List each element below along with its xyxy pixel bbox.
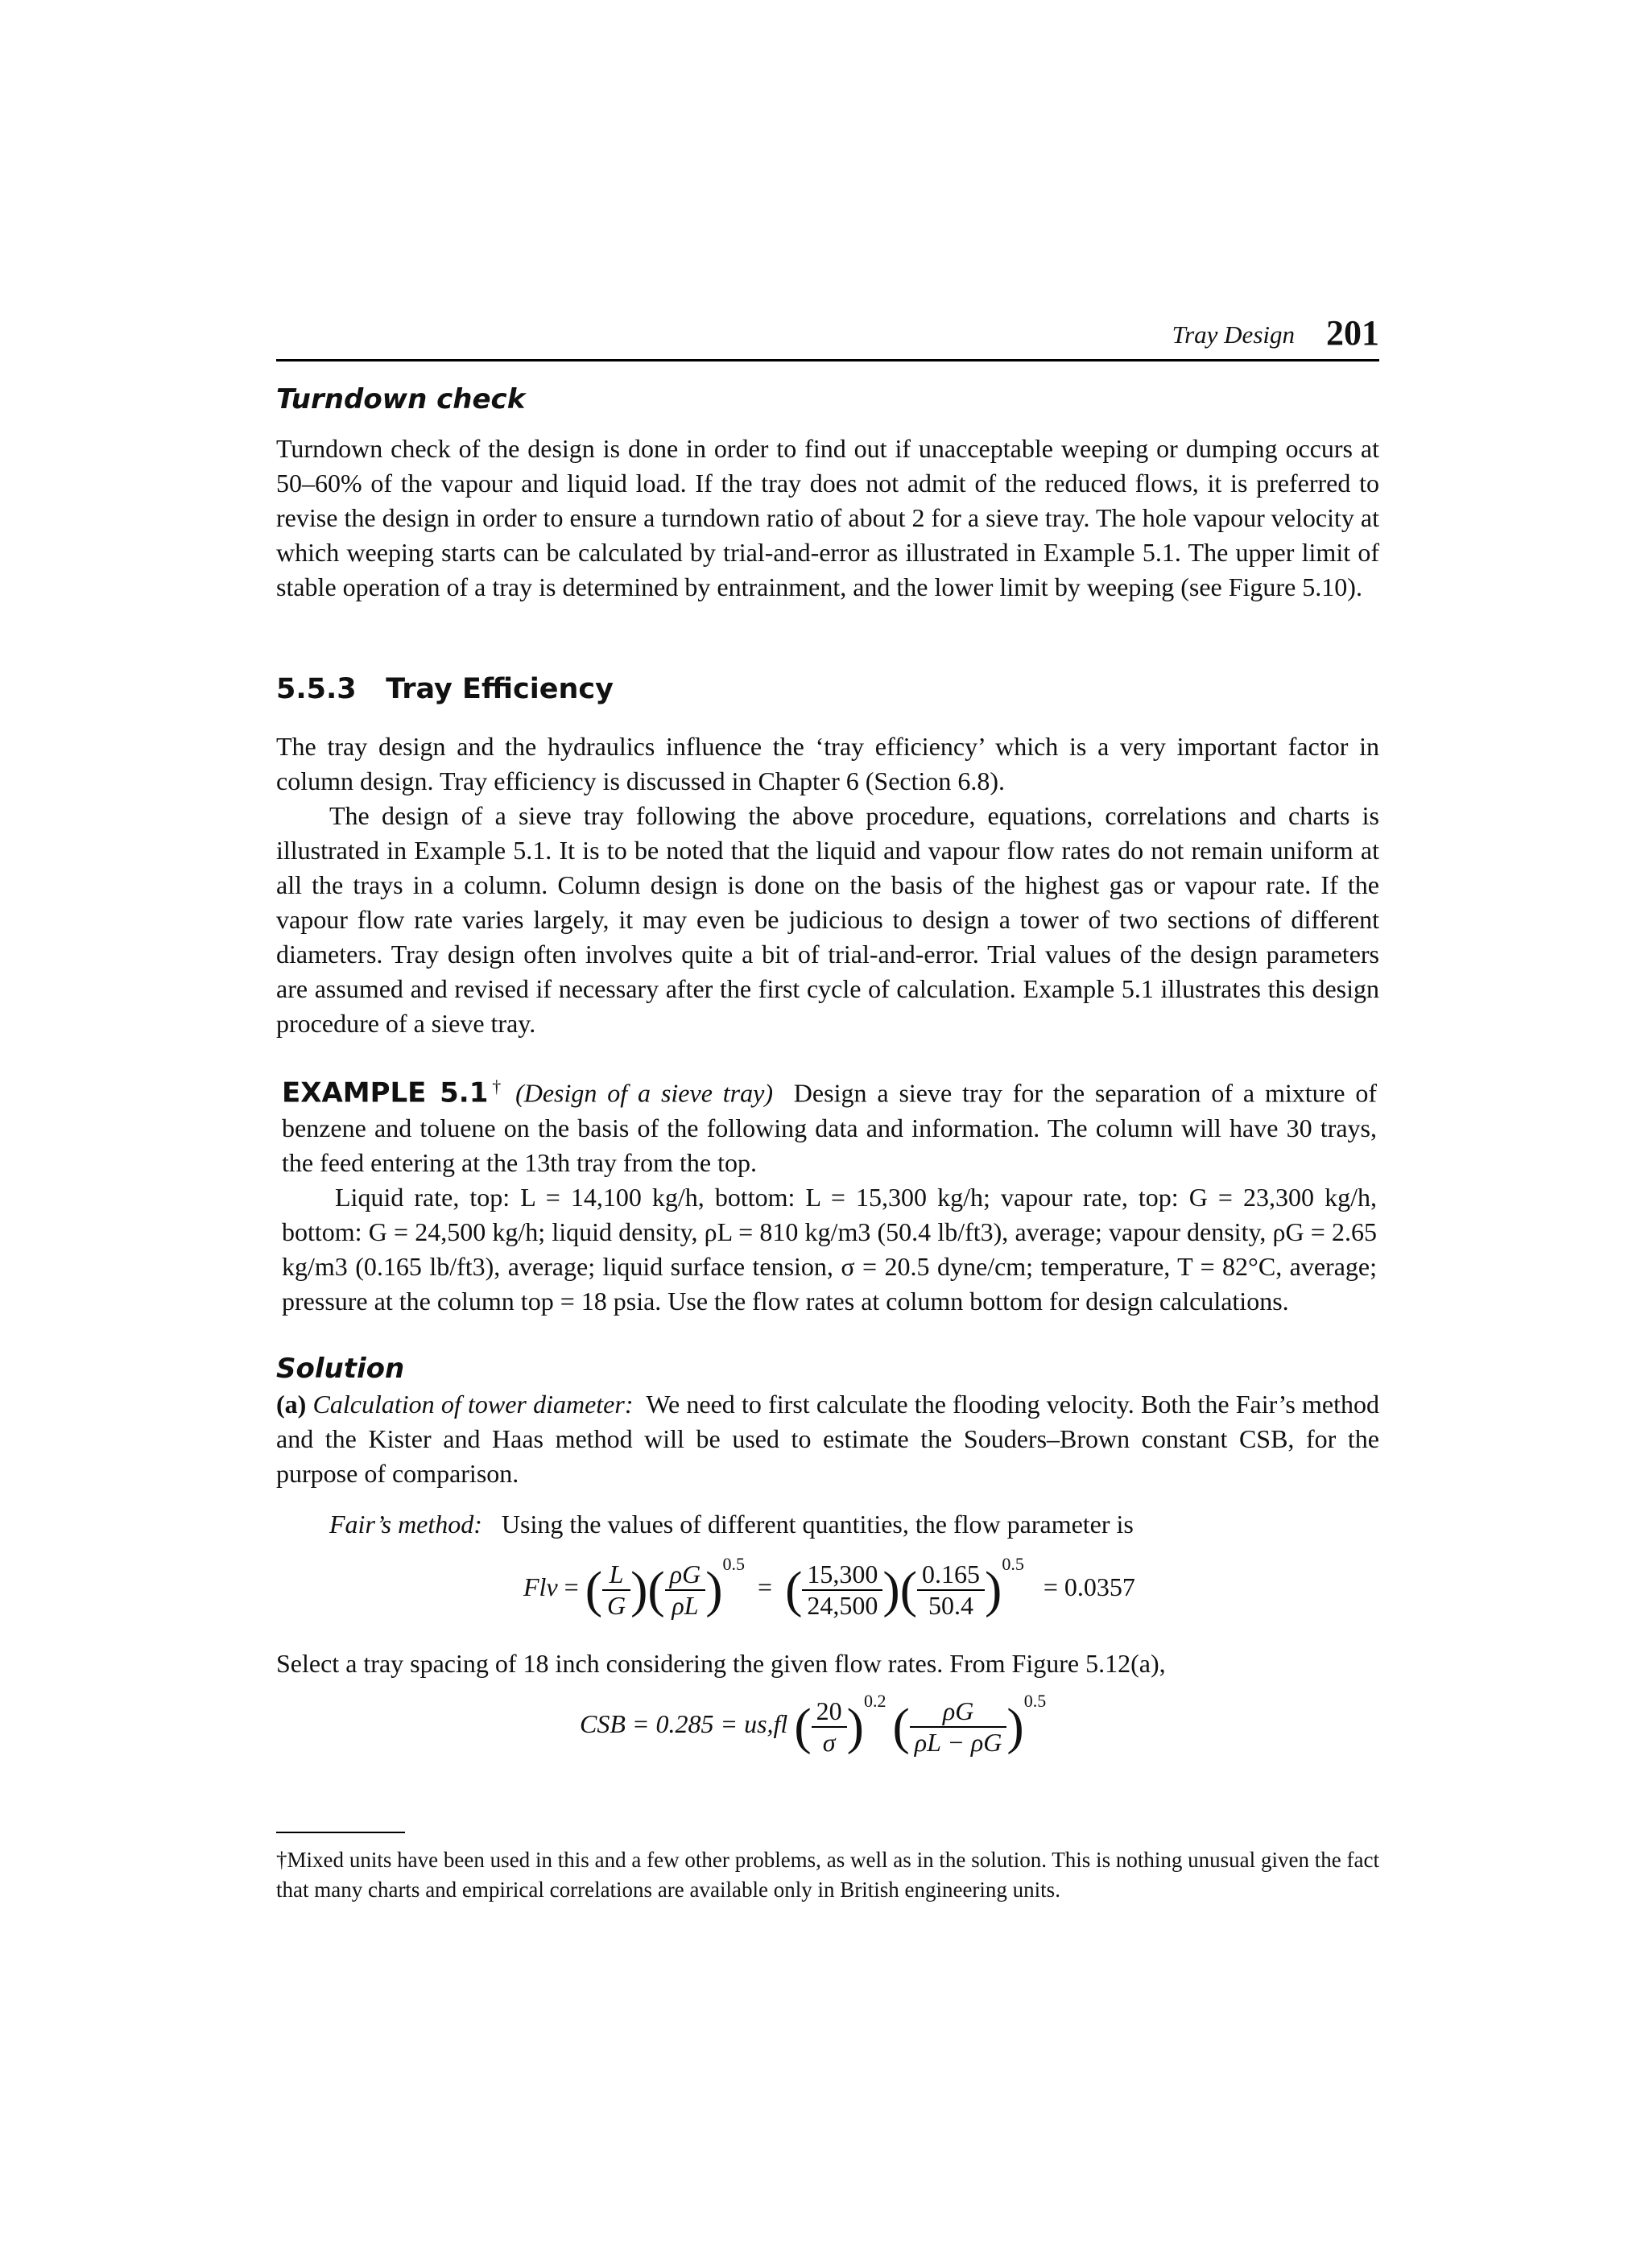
eq1-num1: L xyxy=(602,1560,630,1591)
eq1-den1: G xyxy=(607,1590,626,1620)
eq1-exp: 0.5 xyxy=(722,1554,746,1574)
example-block xyxy=(282,1069,1377,1319)
select-text: Select a tray spacing of 18 inch considering the given flow rates. From Figure 5.12(a), xyxy=(276,1649,1166,1678)
example-intro: Design a sieve tray for the separation of a mixture of benzene and toluene on the basis of the following data and information. The column will have 30 trays, the feed entering at the 13th tray from the top. xyxy=(282,1078,1378,1177)
efficiency-paragraph-2: The design of a sieve tray following the above procedure, equations, correlations and charts is illustrated in Example 5.1. It is to be noted that the liquid and vapour flow rates do not remain uniform at all the trays in a column. Column design is done on the basis of the highest gas or vapour rate. If the vapour flow rate varies largely, it may even be judicious to design a tower of two sections of different diameters. Tray design often involves quite a bit of trial-and-error. Trial values of the design parameters are assumed and revised if necessary after the first cycle of calculation. Example 5.1 illustrates this design procedure of a sieve tray. xyxy=(276,801,1379,1038)
part-a-title: Calculation of tower diameter: xyxy=(312,1390,634,1419)
page-number: 201 xyxy=(1326,313,1379,353)
part-a-label: (a) xyxy=(276,1390,307,1419)
flow-parameter-equation: Flv = ( $\frac{L}{G}$ )( $\frac{\rho G}{\rho L}$ )$^{0.5}$ = ( $\frac{15,300}{24,500}$ )( $\frac{0.165}{50.4}$ )$^{0.5}$ = 0.0357 xyxy=(523,1554,1135,1620)
turndown-paragraph xyxy=(276,432,1379,605)
eq1-exp2: 0.5 xyxy=(1002,1554,1024,1574)
eq1-num3: 15,300 xyxy=(802,1560,882,1591)
eq2-exp2: 0.5 xyxy=(1023,1691,1047,1711)
eq2-den2: ρL − ρG xyxy=(914,1727,1002,1757)
fair-text: Using the values of different quantities, the flow parameter is xyxy=(501,1510,1134,1539)
eq2-num2: ρG xyxy=(910,1696,1007,1728)
eq2-u: us,fl xyxy=(744,1709,788,1738)
footnote xyxy=(276,1845,1379,1905)
eq1-num4: 0.165 xyxy=(917,1560,985,1591)
footnote-rule xyxy=(276,1832,405,1833)
eq1-num2: ρG xyxy=(665,1560,705,1591)
eq1-den2: ρL xyxy=(672,1590,699,1620)
tray-efficiency-heading: 5.5.3 Tray Efficiency xyxy=(276,673,614,705)
eq2-exp1: 0.2 xyxy=(863,1691,886,1711)
eq2-lhs: CSB = 0.285 = xyxy=(580,1709,738,1738)
solution-part-a xyxy=(276,1387,1379,1491)
eq1-den3: 24,500 xyxy=(807,1590,878,1620)
header-rule xyxy=(276,359,1379,361)
dagger-mark: † xyxy=(488,1076,506,1097)
turndown-text: Turndown check of the design is done in order to find out if unacceptable weeping or dumping occurs at 50–60% of the vapour and liquid load. If the tray does not admit of the reduced flows, it is preferred to revise the design in order to ensure a turndown ratio of about 2 for a sieve tray. The hole vapour velocity at which weeping starts can be calculated by trial-and-error as illustrated in Example 5.1. The upper limit of stable operation of a tray is determined by entrainment, and the lower limit by weeping (see Figure 5.10). xyxy=(276,434,1379,601)
eq1-den4: 50.4 xyxy=(928,1590,973,1620)
example-label: EXAMPLE 5.1 xyxy=(282,1076,489,1109)
footnote-text: †Mixed units have been used in this and a few other problems, as well as in the solution. This is nothing unusual given the fact that many charts and empirical correlations are available only in British engineering units. xyxy=(276,1848,1379,1902)
efficiency-paragraph-1: The tray design and the hydraulics influence the ‘tray efficiency’ which is a very important factor in column design. Tray efficiency is discussed in Chapter 6 (Section 6.8). xyxy=(276,732,1379,795)
example-data: Liquid rate, top: L = 14,100 kg/h, bottom: L = 15,300 kg/h; vapour rate, top: G = 23,300 kg/h, bottom: G = 24,500 kg/h; liquid density, ρL = 810 kg/m3 (50.4 lb/ft3), average; vapour density, ρG = 2.65 kg/m3 (0.165 lb/ft3), average; liquid surface tension, σ = 20.5 dyne/cm; temperature, T = 82°C, average; pressure at the column top = 18 psia. Use the flow rates at column bottom for design calculations. xyxy=(282,1182,1377,1316)
running-head: Tray Design xyxy=(1172,320,1295,349)
example-subtitle: (Design of a sieve tray) xyxy=(515,1078,773,1108)
eq1-lhs: Flv xyxy=(523,1572,558,1601)
eq2-num1: 20 xyxy=(812,1696,847,1728)
part-a-text: We need to first calculate the flooding velocity. Both the Fair’s method and the Kister and Haas method will be used to estimate the Souders–Brown constant CSB, for the purpose of comparison. xyxy=(276,1390,1380,1488)
solution-heading: Solution xyxy=(276,1353,405,1385)
fair-label: Fair’s method: xyxy=(329,1510,482,1539)
souders-brown-equation: CSB = 0.285 = us,fl ( $\frac{20}{\sigma}$ )$^{0.2}$ ( $\frac{\rho G}{\rho L - \rho G}$ )$^{0.5}$ xyxy=(580,1691,1047,1757)
eq2-den1: σ xyxy=(822,1727,836,1757)
fair-method-line xyxy=(329,1507,1376,1542)
eq1-result: = 0.0357 xyxy=(1043,1572,1135,1601)
select-tray-line xyxy=(276,1646,1379,1681)
turndown-heading: Turndown check xyxy=(276,383,526,415)
efficiency-section xyxy=(276,729,1379,1041)
